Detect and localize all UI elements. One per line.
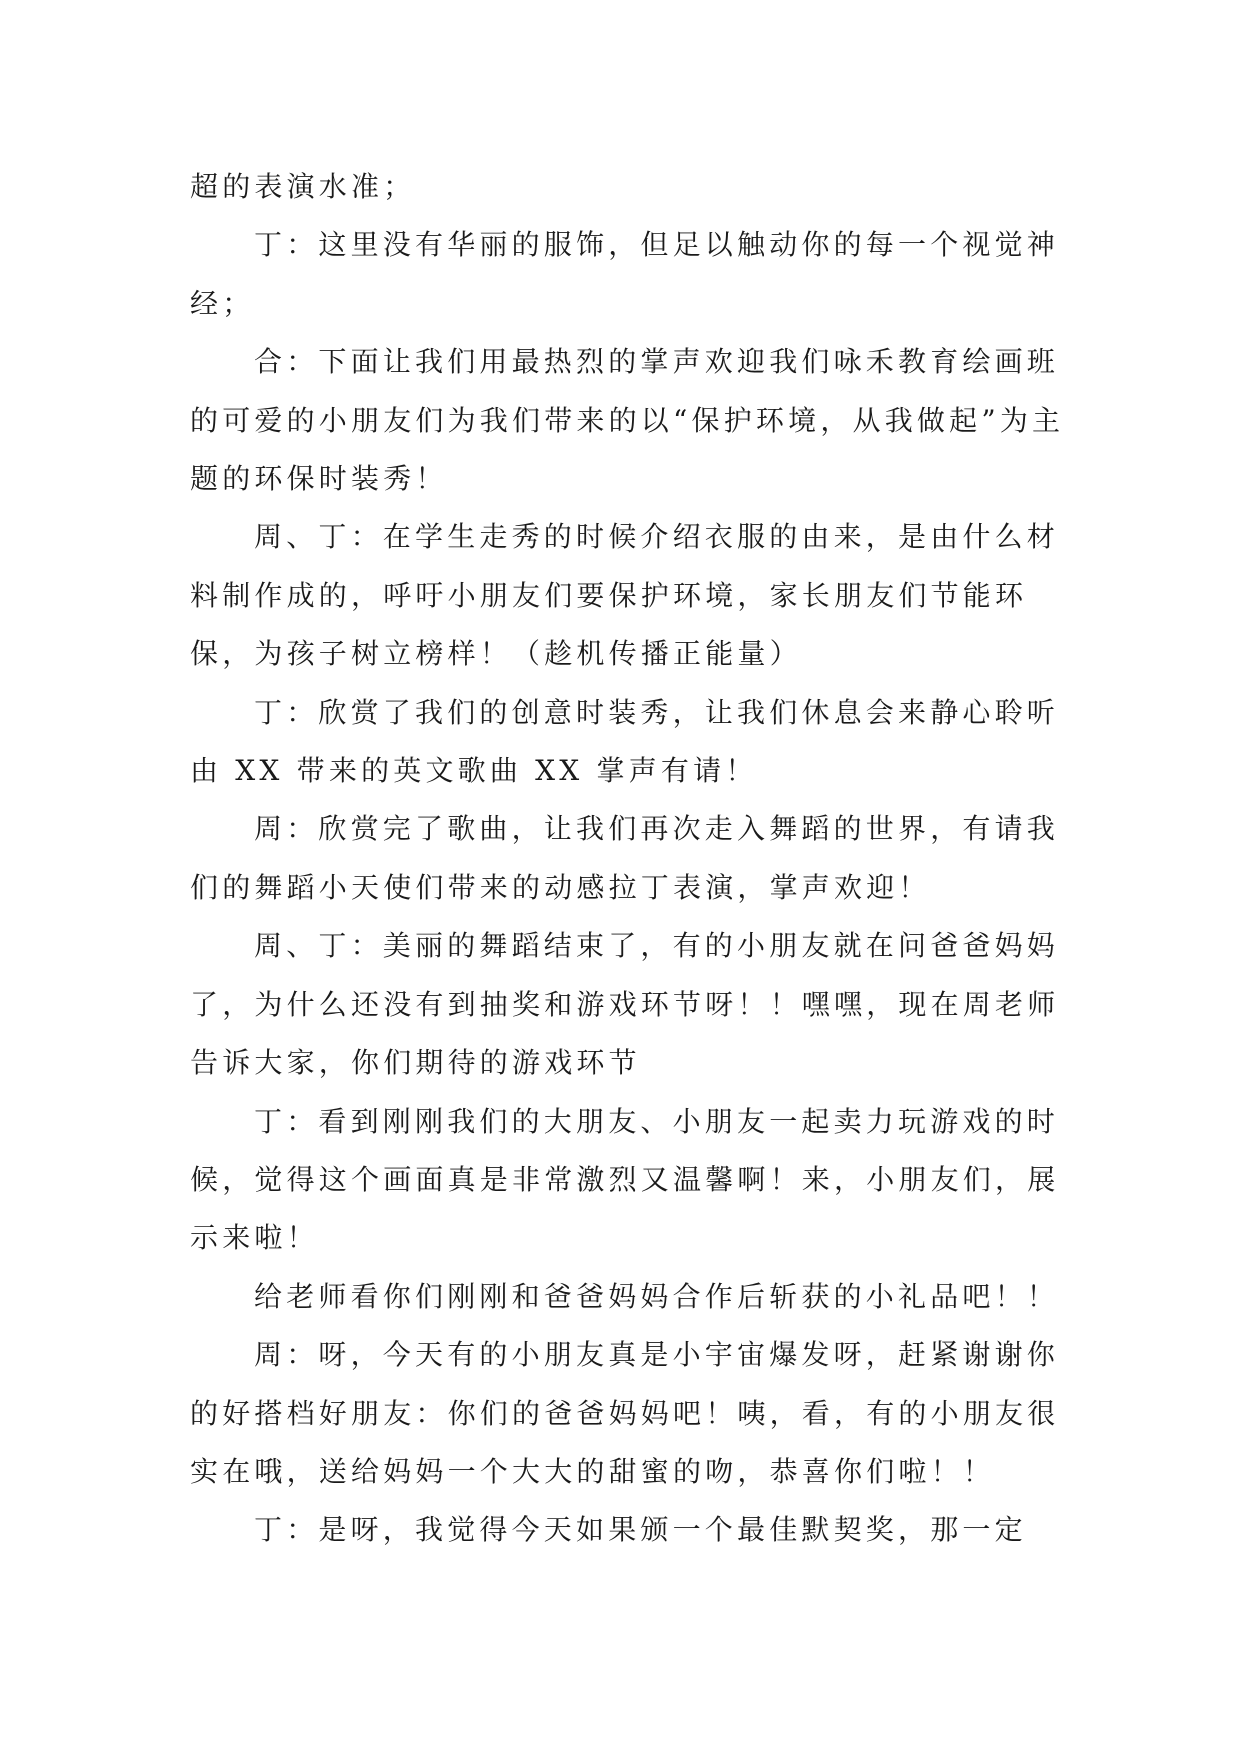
paragraph-6: 周：欣赏完了歌曲，让我们再次走入舞蹈的世界，有请我们的舞蹈小天使们带来的动感拉丁表演，掌声欢迎！ bbox=[190, 812, 1060, 904]
paragraph-5: 丁：欣赏了我们的创意时装秀，让我们休息会来静心聆听由 XX 带来的英文歌曲 XX 掌声有请！ bbox=[190, 695, 1060, 788]
paragraph-9: 给老师看你们刚刚和爸爸妈妈合作后斩获的小礼品吧！！ bbox=[254, 1279, 1060, 1313]
paragraph-10: 周：呀，今天有的小朋友真是小宇宙爆发呀，赶紧谢谢你的好搭档好朋友：你们的爸爸妈妈吧！咦，看，有的小朋友很实在哦，送给妈妈一个大大的甜蜜的吻，恭喜你们啦！！ bbox=[190, 1338, 1060, 1488]
paragraph-11: 丁：是呀，我觉得今天如果颁一个最佳默契奖，那一定 bbox=[254, 1513, 1027, 1547]
paragraph-8: 丁：看到刚刚我们的大朋友、小朋友一起卖力玩游戏的时候，觉得这个画面真是非常激烈又温馨啊！来，小朋友们，展示来啦！ bbox=[190, 1104, 1060, 1255]
document-body bbox=[190, 158, 1070, 1560]
paragraph-4: 周、丁：在学生走秀的时候介绍衣服的由来，是由什么材料制作成的，呼吁小朋友们要保护环境，家长朋友们节能环保，为孩子树立榜样！（趁机传播正能量） bbox=[190, 520, 1060, 671]
paragraph-7: 周、丁：美丽的舞蹈结束了，有的小朋友就在问爸爸妈妈了，为什么还没有到抽奖和游戏环节呀！！嘿嘿，现在周老师告诉大家，你们期待的游戏环节 bbox=[190, 929, 1060, 1080]
paragraph-1: 超的表演水准； bbox=[190, 170, 416, 203]
paragraph-3: 合：下面让我们用最热烈的掌声欢迎我们咏禾教育绘画班的可爱的小朋友们为我们带来的以“保护环境，从我做起”为主题的环保时装秀！ bbox=[190, 345, 1065, 496]
paragraph-2: 丁：这里没有华丽的服饰，但足以触动你的每一个视觉神经； bbox=[190, 228, 1060, 320]
